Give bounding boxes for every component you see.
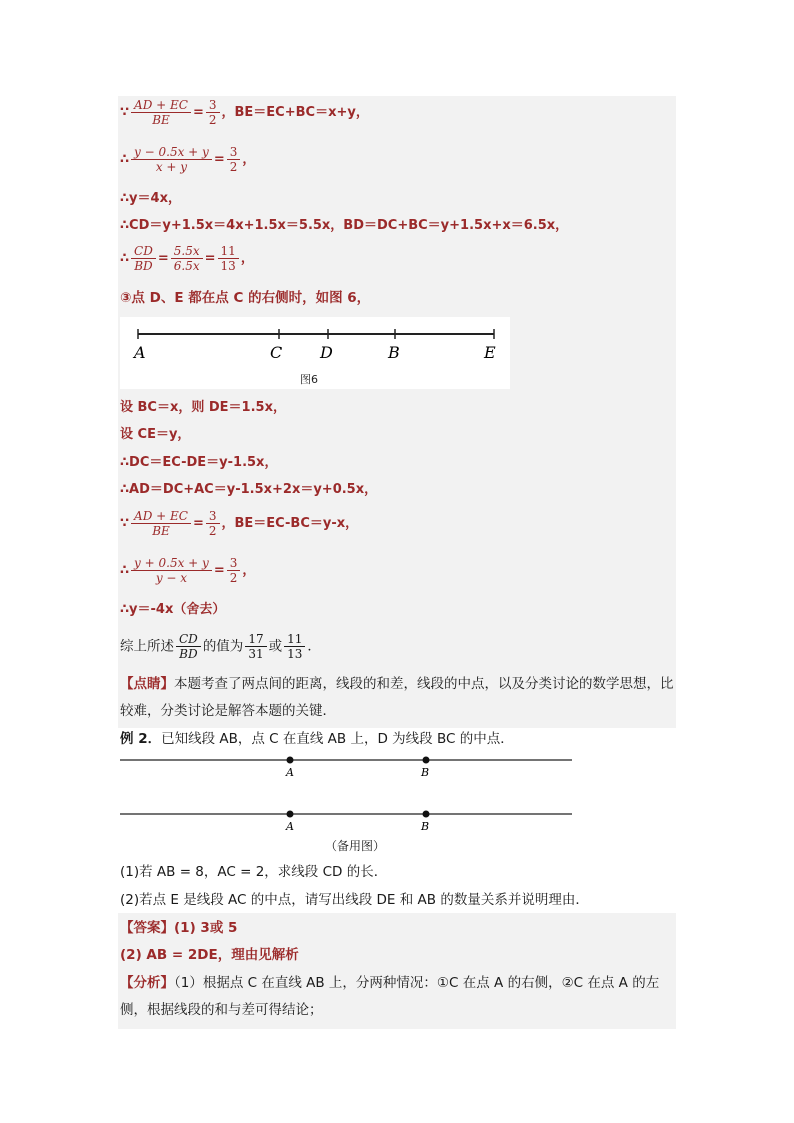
solution-mid-line-3: ∴DC＝EC-DE＝y-1.5x， <box>120 455 278 470</box>
solution-line-3: ∴y＝4x， <box>120 191 181 206</box>
answer-2: (2) AB = 2DE，理由见解析 <box>120 947 299 963</box>
point-a-dot-backup <box>287 811 294 818</box>
label-a: A <box>134 343 146 362</box>
point-a-label: A <box>286 766 294 779</box>
point-b-label-backup: B <box>421 820 430 832</box>
example-2-diagram <box>120 752 580 832</box>
label-d: D <box>320 343 333 362</box>
figure-6 <box>120 317 510 389</box>
solution-line-2: ∴ $\frac{y - 0.5x + y}{x + y}$ = $\frac{3}{2}$ ， <box>120 145 256 174</box>
case-3-heading: ③点 D、E 都在点 C 的右侧时，如图 6， <box>120 290 371 306</box>
question-1: (1)若 AB = 8，AC = 2，求线段 CD 的长． <box>120 864 388 880</box>
answer-heading: 【答案】(1) 3或 5 <box>120 920 238 936</box>
label-e: E <box>484 343 496 362</box>
solution-mid-line-5: ∵ $\frac{AD + EC}{BE}$ = $\frac{3}{2}$ ，BE＝EC-BC＝y-x， <box>120 509 359 538</box>
solution-line-4: ∴CD＝y+1.5x＝4x+1.5x＝5.5x，BD＝DC+BC＝y+1.5x+x＝6.5x， <box>120 218 569 233</box>
point-b-dot-backup <box>423 811 430 818</box>
point-a-label-backup: A <box>286 820 294 832</box>
backup-caption: （备用图） <box>325 839 386 853</box>
figure-6-caption: 图6 <box>300 373 318 386</box>
point-b-label: B <box>421 766 430 779</box>
solution-line-1: ∵ $\frac{AD + EC}{BE}$ = $\frac{3}{2}$ ，BE＝EC+BC＝x+y， <box>120 98 369 127</box>
question-2: (2)若点 E 是线段 AC 的中点，请写出线段 DE 和 AB 的数量关系并说明理由． <box>120 892 589 908</box>
comment-paragraph: 【点睛】本题考查了两点间的距离，线段的和差，线段的中点，以及分类讨论的数学思想，比较难，分类讨论是解答本题的关键． <box>120 676 674 719</box>
summary-line: 综上所述 $\frac{CD}{BD}$ 的值为 $\frac{17}{31}$ 或 $\frac{11}{13}$ ． <box>120 632 321 661</box>
point-b-dot <box>423 757 430 764</box>
label-b: B <box>388 343 400 362</box>
solution-mid-line-4: ∴AD＝DC+AC＝y-1.5x+2x＝y+0.5x， <box>120 482 378 497</box>
solution-mid-line-7: ∴y＝-4x（舍去） <box>120 602 226 617</box>
label-c: C <box>270 343 283 362</box>
example-2-stem: 例 2．已知线段 AB，点 C 在直线 AB 上，D 为线段 BC 的中点． <box>120 731 514 747</box>
solution-mid-line-6: ∴ $\frac{y + 0.5x + y}{y - x}$ = $\frac{3}{2}$ ， <box>120 556 256 585</box>
analysis-paragraph: 【分析】（1）根据点 C 在直线 AB 上，分两种情况：①C 在点 A 的右侧，②C 在点 A 的左侧，根据线段的和与差可得结论； <box>120 975 660 1018</box>
solution-mid-line-2: 设 CE＝y， <box>120 427 191 442</box>
point-a-dot <box>287 757 294 764</box>
solution-line-5: ∴ $\frac{CD}{BD}$ = $\frac{5.5x}{6.5x}$ = $\frac{11}{13}$ ， <box>120 244 254 273</box>
solution-mid-line-1: 设 BC＝x，则 DE＝1.5x， <box>120 400 286 415</box>
